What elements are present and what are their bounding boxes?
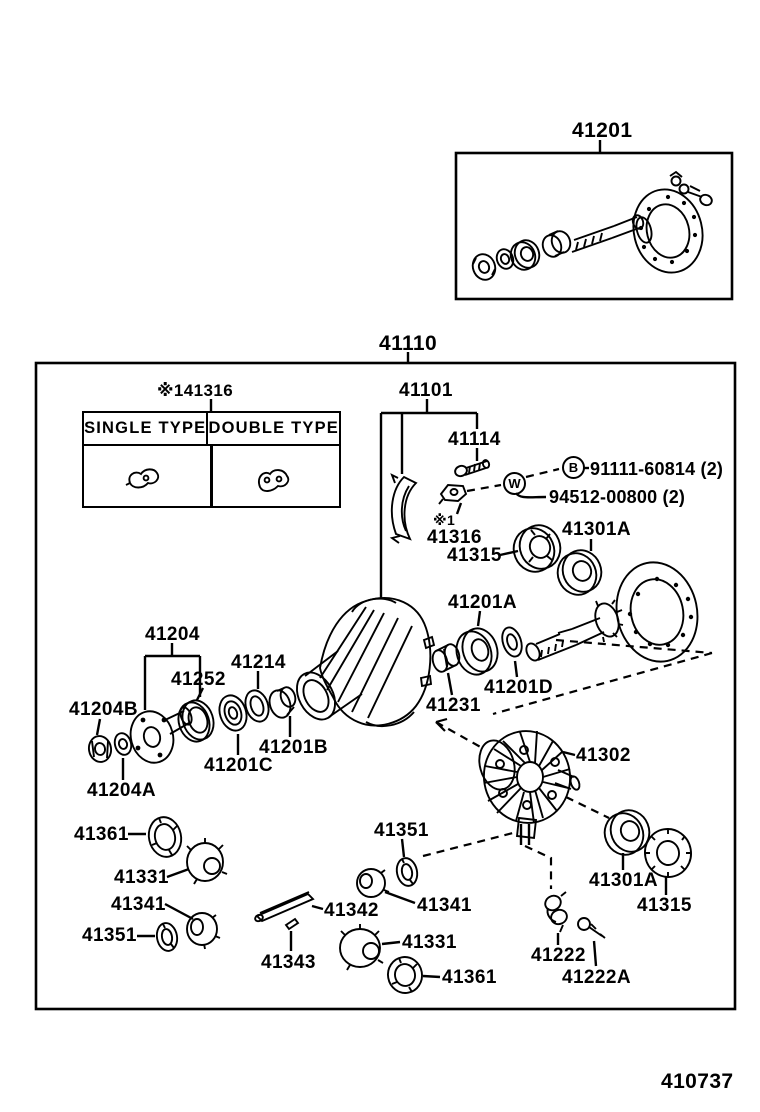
- variant-table-header-single: SINGLE TYPE: [84, 413, 208, 444]
- washer-symbol-circle: W: [503, 472, 526, 495]
- part-callout-41204b: 41204B: [69, 699, 138, 720]
- bolt-41114-drawing: [454, 459, 491, 478]
- part-callout-41315-lower: 41315: [637, 895, 692, 916]
- part-callout-41214: 41214: [231, 652, 286, 673]
- variant-note-label: ※141316: [157, 381, 234, 400]
- part-callout-41204: 41204: [145, 624, 200, 645]
- part-callout-41231: 41231: [426, 695, 481, 716]
- part-callout-41201: 41201: [572, 119, 633, 142]
- carrier-housing-drawing: [289, 598, 434, 726]
- part-callout-41301a-lower: 41301A: [589, 870, 658, 891]
- leader-lines: [97, 140, 666, 977]
- diff-case-drawing: [474, 724, 581, 838]
- part-callout-41201c: 41201C: [204, 755, 273, 776]
- bearing-cap-drawing: [392, 475, 416, 543]
- part-callout-41341-mid: 41341: [417, 895, 472, 916]
- bracket-41316-drawing: [439, 485, 466, 504]
- variant-table-header-double: DOUBLE TYPE: [208, 419, 339, 437]
- part-callout-41331-left: 41331: [114, 867, 169, 888]
- lock-and-bolt-drawing: [543, 892, 605, 938]
- part-callout-41222a: 41222A: [562, 967, 631, 988]
- part-callout-41316: 41316: [427, 527, 482, 548]
- variant-table: [82, 411, 341, 508]
- part-callout-41201d: 41201D: [484, 677, 553, 698]
- note1-mark: ※1: [433, 512, 456, 528]
- pinion-bearing-group-drawing: [430, 624, 525, 679]
- part-callout-41361-left: 41361: [74, 824, 129, 845]
- drive-pinion-kit-drawing: [469, 172, 713, 283]
- part-callout-91111-60814: 91111-60814 (2): [590, 459, 724, 479]
- part-callout-41341-left: 41341: [111, 894, 166, 915]
- part-callout-41351-mid: 41351: [374, 820, 429, 841]
- part-callout-41201b: 41201B: [259, 737, 328, 758]
- mid-gear-set-drawing: [254, 856, 425, 995]
- part-callout-41315-upper: 41315: [447, 545, 502, 566]
- part-callout-41101: 41101: [399, 380, 453, 401]
- part-callout-41331-mid: 41331: [402, 932, 457, 953]
- part-callout-41114: 41114: [448, 429, 501, 450]
- part-callout-41301a-upper: 41301A: [562, 519, 631, 540]
- figure-number: 410737: [661, 1070, 734, 1093]
- part-callout-41343: 41343: [261, 952, 316, 973]
- part-callout-41342: 41342: [324, 900, 379, 921]
- bolt-symbol-circle: B: [562, 456, 585, 479]
- part-callout-41361-mid: 41361: [442, 967, 497, 988]
- part-callout-41201a: 41201A: [448, 592, 517, 613]
- part-callout-41302: 41302: [576, 745, 631, 766]
- part-callout-41222: 41222: [531, 945, 586, 966]
- part-callout-94512-00800: 94512-00800 (2): [549, 487, 686, 507]
- part-callout-41351-left: 41351: [82, 925, 137, 946]
- part-callout-41110: 41110: [379, 332, 438, 355]
- variant-table-divider: [210, 446, 213, 506]
- ring-gear-pinion-drawing: [524, 555, 707, 669]
- variant-table-header: [84, 413, 339, 446]
- part-callout-41204a: 41204A: [87, 780, 156, 801]
- part-callout-41252: 41252: [171, 669, 226, 690]
